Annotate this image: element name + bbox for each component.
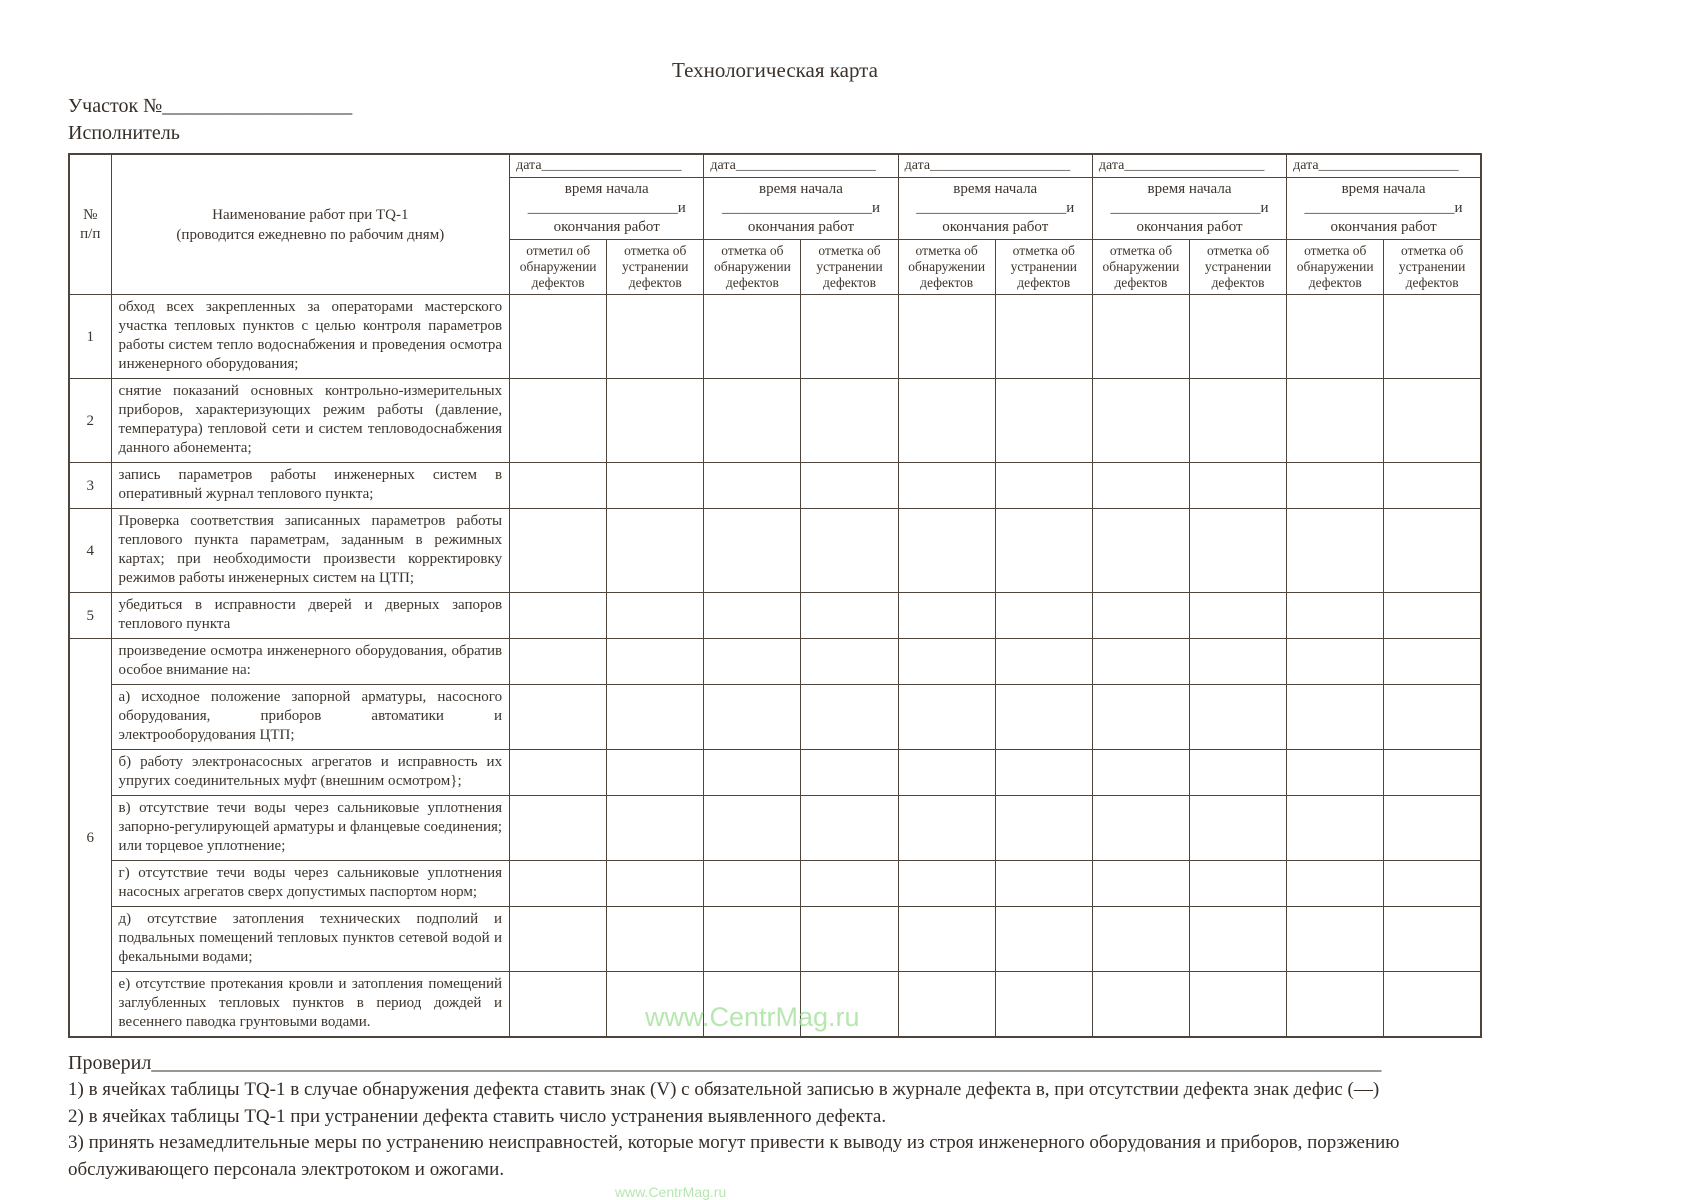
work-row <box>69 972 1481 1038</box>
work-row <box>69 379 1481 463</box>
document-page <box>68 58 1482 1183</box>
mark-cell <box>1384 750 1481 796</box>
row-number-cell: 2 <box>69 379 111 463</box>
time-header <box>704 178 898 240</box>
time-header-line: ____________________и <box>916 200 1075 216</box>
mark-cell <box>510 295 607 379</box>
mark-cell <box>510 593 607 639</box>
mark-cell <box>704 379 801 463</box>
mark-cell <box>704 861 801 907</box>
mark-cell <box>898 379 995 463</box>
note-2: 2) в ячейках таблицы TQ-1 при устранении дефекта ставить число устранения выявленного дефекта. <box>68 1105 887 1127</box>
time-header-line: ____________________и <box>527 200 686 216</box>
work-row <box>69 685 1481 750</box>
mark-cell <box>607 972 704 1038</box>
time-header-line: окончания работ <box>747 219 855 235</box>
work-name-header-line1: Наименование работ при TQ-1 <box>212 206 409 223</box>
mark-cell <box>801 907 898 972</box>
mark-cell <box>995 685 1092 750</box>
mark-cell <box>704 463 801 509</box>
mark-cell <box>704 972 801 1038</box>
mark-cell <box>1092 295 1189 379</box>
mark-cell <box>607 639 704 685</box>
mark-cell <box>801 972 898 1038</box>
mark-cell <box>1092 750 1189 796</box>
mark-cell <box>1287 639 1384 685</box>
mark-cell <box>801 463 898 509</box>
date-header: дата____________________ <box>1287 154 1481 178</box>
mark-cell <box>704 509 801 593</box>
work-name-cell: а) исходное положение запорной арматуры, насосного оборудования, приборов автоматики и электрооборудования ЦТП; <box>111 685 510 750</box>
mark-cell <box>1092 907 1189 972</box>
mark-cell <box>1384 861 1481 907</box>
work-name-cell: запись параметров работы инженерных систем в оперативный журнал теплового пункта; <box>111 463 510 509</box>
work-row <box>69 593 1481 639</box>
row-number-cell: 6 <box>69 639 111 1038</box>
row-number-cell: 5 <box>69 593 111 639</box>
time-header <box>1287 178 1481 240</box>
work-name-cell: г) отсутствие течи воды через сальниковые уплотнения насосных агрегатов сверх допустимых паспортом норм; <box>111 861 510 907</box>
mark-cell <box>704 750 801 796</box>
time-header-line: время начала <box>759 181 843 197</box>
mark-cell <box>607 593 704 639</box>
defect-found-header: отметка об обнаружении дефектов <box>704 240 801 295</box>
mark-cell <box>1092 593 1189 639</box>
work-rows-body <box>69 295 1481 1038</box>
mark-cell <box>995 463 1092 509</box>
mark-cell <box>607 796 704 861</box>
date-header: дата____________________ <box>510 154 704 178</box>
mark-cell <box>704 593 801 639</box>
mark-cell <box>1384 379 1481 463</box>
mark-cell <box>898 861 995 907</box>
work-name-cell: убедиться в исправности дверей и дверных запоров теплового пункта <box>111 593 510 639</box>
mark-cell <box>607 861 704 907</box>
mark-cell <box>801 639 898 685</box>
mark-cell <box>704 295 801 379</box>
mark-cell <box>898 509 995 593</box>
mark-cell <box>995 295 1092 379</box>
mark-cell <box>995 750 1092 796</box>
header-row-date <box>69 154 1481 178</box>
mark-cell <box>1384 509 1481 593</box>
footer-notes <box>68 1049 1482 1183</box>
time-header-line: ____________________и <box>1304 200 1463 216</box>
mark-cell <box>1384 463 1481 509</box>
defect-fixed-header: отметка об устранении дефектов <box>607 240 704 295</box>
mark-cell <box>801 796 898 861</box>
mark-cell <box>1287 861 1384 907</box>
mark-cell <box>898 463 995 509</box>
time-header-line: время начала <box>1341 181 1426 197</box>
mark-cell <box>1092 861 1189 907</box>
mark-cell <box>1287 379 1384 463</box>
time-header-line: ____________________и <box>721 200 880 216</box>
mark-cell <box>510 685 607 750</box>
number-header-line1: № <box>83 206 98 223</box>
mark-cell <box>704 907 801 972</box>
mark-cell <box>1384 972 1481 1038</box>
mark-cell <box>1287 593 1384 639</box>
mark-cell <box>898 796 995 861</box>
note-1: 1) в ячейках таблицы TQ-1 в случае обнаружения дефекта ставить знак (V) с обязательной записью в журнале дефекта в, при отсутствии дефекта знак дефис (—) <box>68 1079 1380 1100</box>
time-header-line: время начала <box>953 181 1038 197</box>
mark-cell <box>898 750 995 796</box>
time-header <box>510 178 704 240</box>
mark-cell <box>1092 509 1189 593</box>
time-header-line: окончания работ <box>553 219 660 235</box>
mark-cell <box>898 907 995 972</box>
work-name-cell: д) отсутствие затопления технических подполий и подвальных помещений тепловых пунктов сетевой водой и фекальными водами; <box>111 907 510 972</box>
column-header-work-name <box>111 154 510 295</box>
mark-cell <box>1190 639 1287 685</box>
mark-cell <box>1287 463 1384 509</box>
mark-cell <box>898 685 995 750</box>
work-name-cell: б) работу электронасосных агрегатов и исправность их упругих соединительных муфт (внешним осмотром}; <box>111 750 510 796</box>
work-name-cell: обход всех закрепленных за операторами мастерского участка тепловых пунктов с целью контроля параметров работы систем тепло водоснабжения и проведения осмотра инженерного оборудования; <box>111 295 510 379</box>
mark-cell <box>607 750 704 796</box>
work-row <box>69 907 1481 972</box>
mark-cell <box>607 463 704 509</box>
defect-found-header: отметка об обнаружении дефектов <box>1287 240 1384 295</box>
mark-cell <box>1287 509 1384 593</box>
time-header <box>1092 178 1286 240</box>
work-row <box>69 796 1481 861</box>
row-number-cell: 1 <box>69 295 111 379</box>
work-name-header-line2: (проводится ежедневно по рабочим дням) <box>176 226 445 243</box>
mark-cell <box>510 972 607 1038</box>
mark-cell <box>1384 907 1481 972</box>
mark-cell <box>607 907 704 972</box>
work-row <box>69 750 1481 796</box>
mark-cell <box>898 295 995 379</box>
mark-cell <box>1287 796 1384 861</box>
work-log-table <box>68 153 1482 1038</box>
watermark-centrmag-bottom: www.CentrMag.ru <box>615 1184 727 1200</box>
mark-cell <box>1190 750 1287 796</box>
mark-cell <box>1092 796 1189 861</box>
time-header <box>898 178 1092 240</box>
defect-found-header: отметил об обнаружении дефектов <box>510 240 607 295</box>
column-header-number <box>69 154 111 295</box>
defect-found-header: отметка об обнаружении дефектов <box>1092 240 1189 295</box>
mark-cell <box>801 861 898 907</box>
work-name-cell: е) отсутствие протекания кровли и затопления помещений заглубленных тепловых пунктов в период дождей и весеннего паводка грунтовыми водами. <box>111 972 510 1038</box>
mark-cell <box>607 295 704 379</box>
mark-cell <box>1384 295 1481 379</box>
work-name-cell: Проверка соответствия записанных параметров работы теплового пункта параметрам, заданным в режимных картах; при необходимости произвести корректировку режимов работы инженерных систем на ЦТП; <box>111 509 510 593</box>
mark-cell <box>704 685 801 750</box>
mark-cell <box>1190 509 1287 593</box>
work-name-cell: в) отсутствие течи воды через сальниковые уплотнения запорно-регулирующей арматуры и фланцевые соединения; или торцевое уплотнение; <box>111 796 510 861</box>
mark-cell <box>898 972 995 1038</box>
mark-cell <box>898 639 995 685</box>
mark-cell <box>801 593 898 639</box>
mark-cell <box>1384 796 1481 861</box>
mark-cell <box>1092 463 1189 509</box>
mark-cell <box>995 972 1092 1038</box>
mark-cell <box>801 509 898 593</box>
mark-cell <box>1190 861 1287 907</box>
watermark-centrmag: www.CentrMag.ru <box>645 1002 860 1032</box>
time-header-line: ____________________и <box>1110 200 1269 216</box>
defect-fixed-header: отметка об устранении дефектов <box>1190 240 1287 295</box>
mark-cell <box>1287 972 1384 1038</box>
mark-cell <box>995 509 1092 593</box>
work-row <box>69 861 1481 907</box>
mark-cell <box>898 593 995 639</box>
mark-cell <box>801 685 898 750</box>
mark-cell <box>1190 295 1287 379</box>
work-row <box>69 463 1481 509</box>
mark-cell <box>510 907 607 972</box>
time-header-line: окончания работ <box>942 219 1049 235</box>
defect-found-header: отметка об обнаружении дефектов <box>898 240 995 295</box>
time-header-line: окончания работ <box>1330 219 1437 235</box>
mark-cell <box>801 295 898 379</box>
mark-cell <box>1092 639 1189 685</box>
mark-cell <box>1092 685 1189 750</box>
mark-cell <box>607 379 704 463</box>
mark-cell <box>1190 796 1287 861</box>
mark-cell <box>510 750 607 796</box>
mark-cell <box>801 379 898 463</box>
mark-cell <box>510 796 607 861</box>
work-row <box>69 509 1481 593</box>
mark-cell <box>1384 685 1481 750</box>
mark-cell <box>995 639 1092 685</box>
mark-cell <box>1190 593 1287 639</box>
time-header-line: окончания работ <box>1136 219 1243 235</box>
mark-cell <box>1190 972 1287 1038</box>
mark-cell <box>995 796 1092 861</box>
row-number-cell: 4 <box>69 509 111 593</box>
mark-cell <box>1190 685 1287 750</box>
defect-fixed-header: отметка об устранении дефектов <box>801 240 898 295</box>
mark-cell <box>510 379 607 463</box>
mark-cell <box>995 379 1092 463</box>
mark-cell <box>510 639 607 685</box>
row-number-cell: 3 <box>69 463 111 509</box>
mark-cell <box>1190 463 1287 509</box>
mark-cell <box>1092 379 1189 463</box>
mark-cell <box>995 907 1092 972</box>
work-row <box>69 639 1481 685</box>
time-header-line: время начала <box>564 181 649 197</box>
mark-cell <box>1092 972 1189 1038</box>
work-row <box>69 295 1481 379</box>
mark-cell <box>1384 593 1481 639</box>
work-name-cell: произведение осмотра инженерного оборудования, обратив особое внимание на: <box>111 639 510 685</box>
mark-cell <box>1287 750 1384 796</box>
mark-cell <box>704 796 801 861</box>
number-header-line2: п/п <box>80 225 101 242</box>
mark-cell <box>510 861 607 907</box>
mark-cell <box>1287 685 1384 750</box>
site-number-field: Участок №___________________ <box>68 95 353 117</box>
mark-cell <box>607 685 704 750</box>
mark-cell <box>510 463 607 509</box>
defect-fixed-header: отметка об устранении дефектов <box>1384 240 1481 295</box>
page-title: Технологическая карта <box>672 58 878 82</box>
mark-cell <box>995 593 1092 639</box>
mark-cell <box>1287 907 1384 972</box>
mark-cell <box>1287 295 1384 379</box>
mark-cell <box>510 509 607 593</box>
executor-field: Исполнитель <box>68 122 180 144</box>
note-3: 3) принять незамедлительные меры по устранению неисправностей, которые могут привести к выводу из строя инженерного оборудования и приборов, порзжению обслуживающего персонала электротоком и ожогами. <box>68 1132 1400 1180</box>
mark-cell <box>704 639 801 685</box>
mark-cell <box>995 861 1092 907</box>
time-header-line: время начала <box>1147 181 1232 197</box>
checked-by-field: Проверил___________________________________________________________________________________________________________________________ <box>68 1052 1382 1074</box>
mark-cell <box>801 750 898 796</box>
date-header: дата____________________ <box>898 154 1092 178</box>
date-header: дата____________________ <box>704 154 898 178</box>
mark-cell <box>1384 639 1481 685</box>
mark-cell <box>1190 379 1287 463</box>
date-header: дата____________________ <box>1092 154 1286 178</box>
mark-cell <box>1190 907 1287 972</box>
defect-fixed-header: отметка об устранении дефектов <box>995 240 1092 295</box>
mark-cell <box>607 509 704 593</box>
work-name-cell: снятие показаний основных контрольно-измерительных приборов, характеризующих режим работы (давление, температура) тепловой сети и систем тепловодоснабжения данного абонемента; <box>111 379 510 463</box>
